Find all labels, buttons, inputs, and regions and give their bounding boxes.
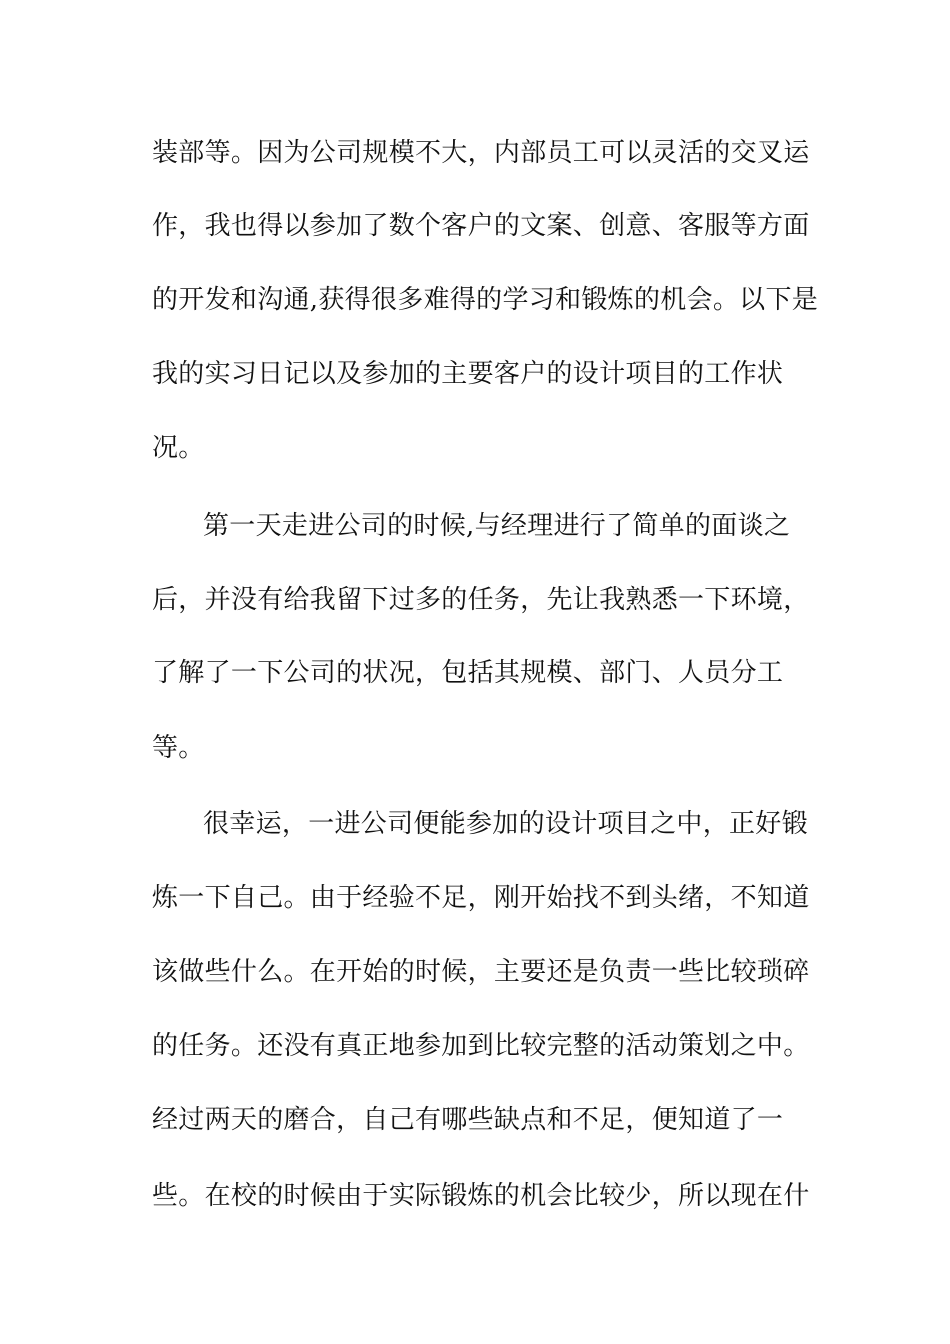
text-line: 等。 [152, 733, 205, 763]
text-line: 装部等。因为公司规模不大，内部员工可以灵活的交叉运 [152, 138, 810, 168]
text-line: 很幸运，一进公司便能参加的设计项目之中，正好锻 [203, 809, 808, 839]
text-line: 后，并没有给我留下过多的任务，先让我熟悉一下环境， [152, 585, 810, 615]
text-line: 该做些什么。在开始的时候，主要还是负责一些比较琐碎 [152, 957, 810, 987]
text-line: 的任务。还没有真正地参加到比较完整的活动策划之中。 [152, 1031, 810, 1061]
text-line: 经过两天的磨合，自己有哪些缺点和不足，便知道了一 [152, 1105, 784, 1135]
text-line: 些。在校的时候由于实际锻炼的机会比较少，所以现在什 [152, 1181, 810, 1211]
text-line: 我的实习日记以及参加的主要客户的设计项目的工作状 [152, 359, 784, 389]
text-line: 第一天走进公司的时候,与经理进行了简单的面谈之 [203, 511, 791, 541]
text-line: 了解了一下公司的状况，包括其规模、部门、人员分工 [152, 658, 784, 688]
text-line: 作，我也得以参加了数个客户的文案、创意、客服等方面 [152, 211, 810, 241]
text-line: 况。 [152, 433, 205, 463]
text-line: 炼一下自己。由于经验不足，刚开始找不到头绪，不知道 [152, 883, 810, 913]
text-line: 的开发和沟通,获得很多难得的学习和锻炼的机会。以下是 [152, 285, 819, 315]
